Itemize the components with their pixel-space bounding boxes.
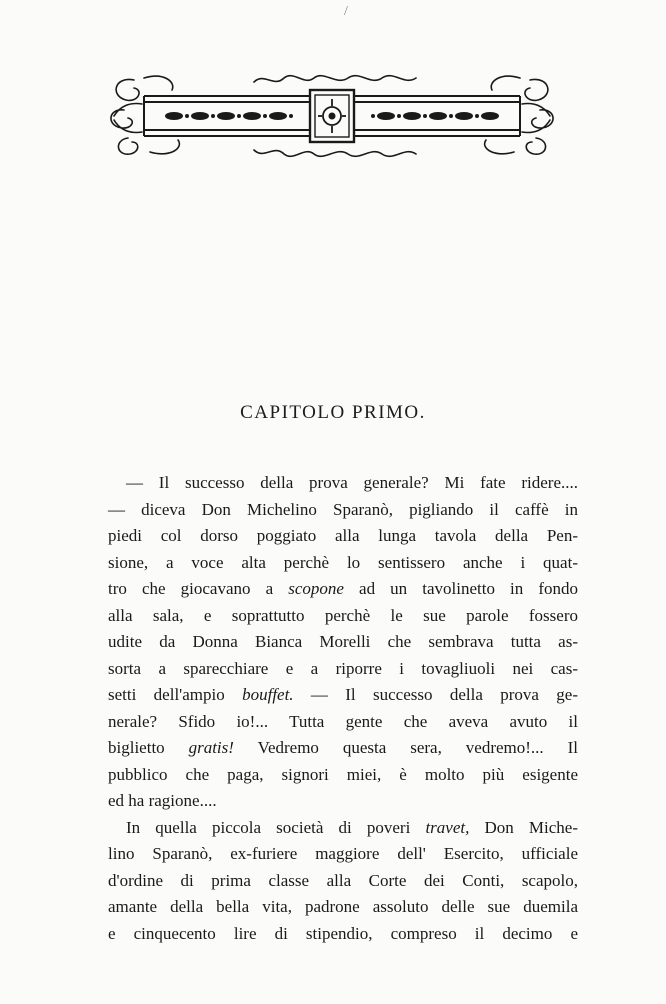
italic-word: bouffet. bbox=[242, 685, 294, 704]
text-segment: ed ha ragione.... bbox=[108, 791, 217, 810]
text-line bbox=[108, 470, 578, 497]
text-line bbox=[108, 603, 578, 630]
text-line bbox=[108, 788, 578, 815]
text-segment: nerale? Sfido io!... Tutta gente che aveva avuto il bbox=[108, 711, 578, 731]
text-segment: amante della bella vita, padrone assoluto delle sue duemila bbox=[108, 897, 578, 916]
text-segment: pubblico che paga, signori miei, è molto più esigente bbox=[108, 764, 578, 784]
text-segment: sione, a voce alta perchè lo sentissero anche i quat- bbox=[108, 552, 578, 572]
text-line bbox=[108, 523, 578, 550]
decorative-headpiece-icon bbox=[104, 66, 560, 162]
text-segment: biglietto bbox=[108, 738, 189, 757]
chapter-body-text bbox=[108, 470, 578, 947]
text-line bbox=[108, 815, 578, 842]
text-segment: — Il successo della prova generale? Mi fate ridere.... bbox=[126, 473, 578, 492]
text-line bbox=[108, 550, 578, 577]
text-segment: In quella piccola società di poveri bbox=[126, 817, 426, 837]
text-segment: Vedremo questa sera, vedremo!... Il bbox=[233, 738, 578, 757]
text-segment: Don Miche- bbox=[469, 817, 578, 837]
text-line bbox=[108, 735, 578, 762]
text-segment: lino Sparanò, ex-furiere maggiore dell' Esercito, ufficiale bbox=[108, 844, 578, 863]
text-segment: d'ordine di prima classe alla Corte dei Conti, scapolo, bbox=[108, 870, 578, 890]
text-segment: — diceva Don Michelino Sparanò, pigliando il caffè in bbox=[108, 499, 578, 519]
text-line bbox=[108, 921, 578, 948]
text-segment: — Il successo della prova ge- bbox=[293, 685, 578, 704]
text-line bbox=[108, 868, 578, 895]
chapter-title: CAPITOLO PRIMO. bbox=[240, 402, 426, 423]
text-segment: setti dell'ampio bbox=[108, 685, 243, 704]
text-line bbox=[108, 709, 578, 736]
text-segment: tro che giocavano a bbox=[108, 579, 289, 598]
text-line bbox=[108, 682, 578, 709]
text-segment: alla sala, e soprattutto perchè le sue parole fossero bbox=[108, 605, 578, 625]
text-segment: ad un tavolinetto in fondo bbox=[343, 579, 578, 598]
text-segment: e cinquecento lire di stipendio, compreso il decimo e bbox=[108, 923, 578, 943]
text-line bbox=[108, 497, 578, 524]
text-segment: udite da Donna Bianca Morelli che sembrava tutta as- bbox=[108, 632, 578, 651]
text-line bbox=[108, 629, 578, 656]
text-segment: sorta a sparecchiare e a riporre i tovagliuoli nei cas- bbox=[108, 658, 578, 678]
text-line bbox=[108, 894, 578, 921]
text-line bbox=[108, 656, 578, 683]
text-line bbox=[108, 576, 578, 603]
italic-word: scopone bbox=[288, 579, 344, 598]
text-segment: piedi col dorso poggiato alla lunga tavola della Pen- bbox=[108, 526, 578, 545]
text-line bbox=[108, 841, 578, 868]
text-line bbox=[108, 762, 578, 789]
italic-word: travet, bbox=[425, 817, 470, 837]
italic-word: gratis! bbox=[188, 738, 234, 757]
stray-mark: / bbox=[344, 4, 348, 19]
